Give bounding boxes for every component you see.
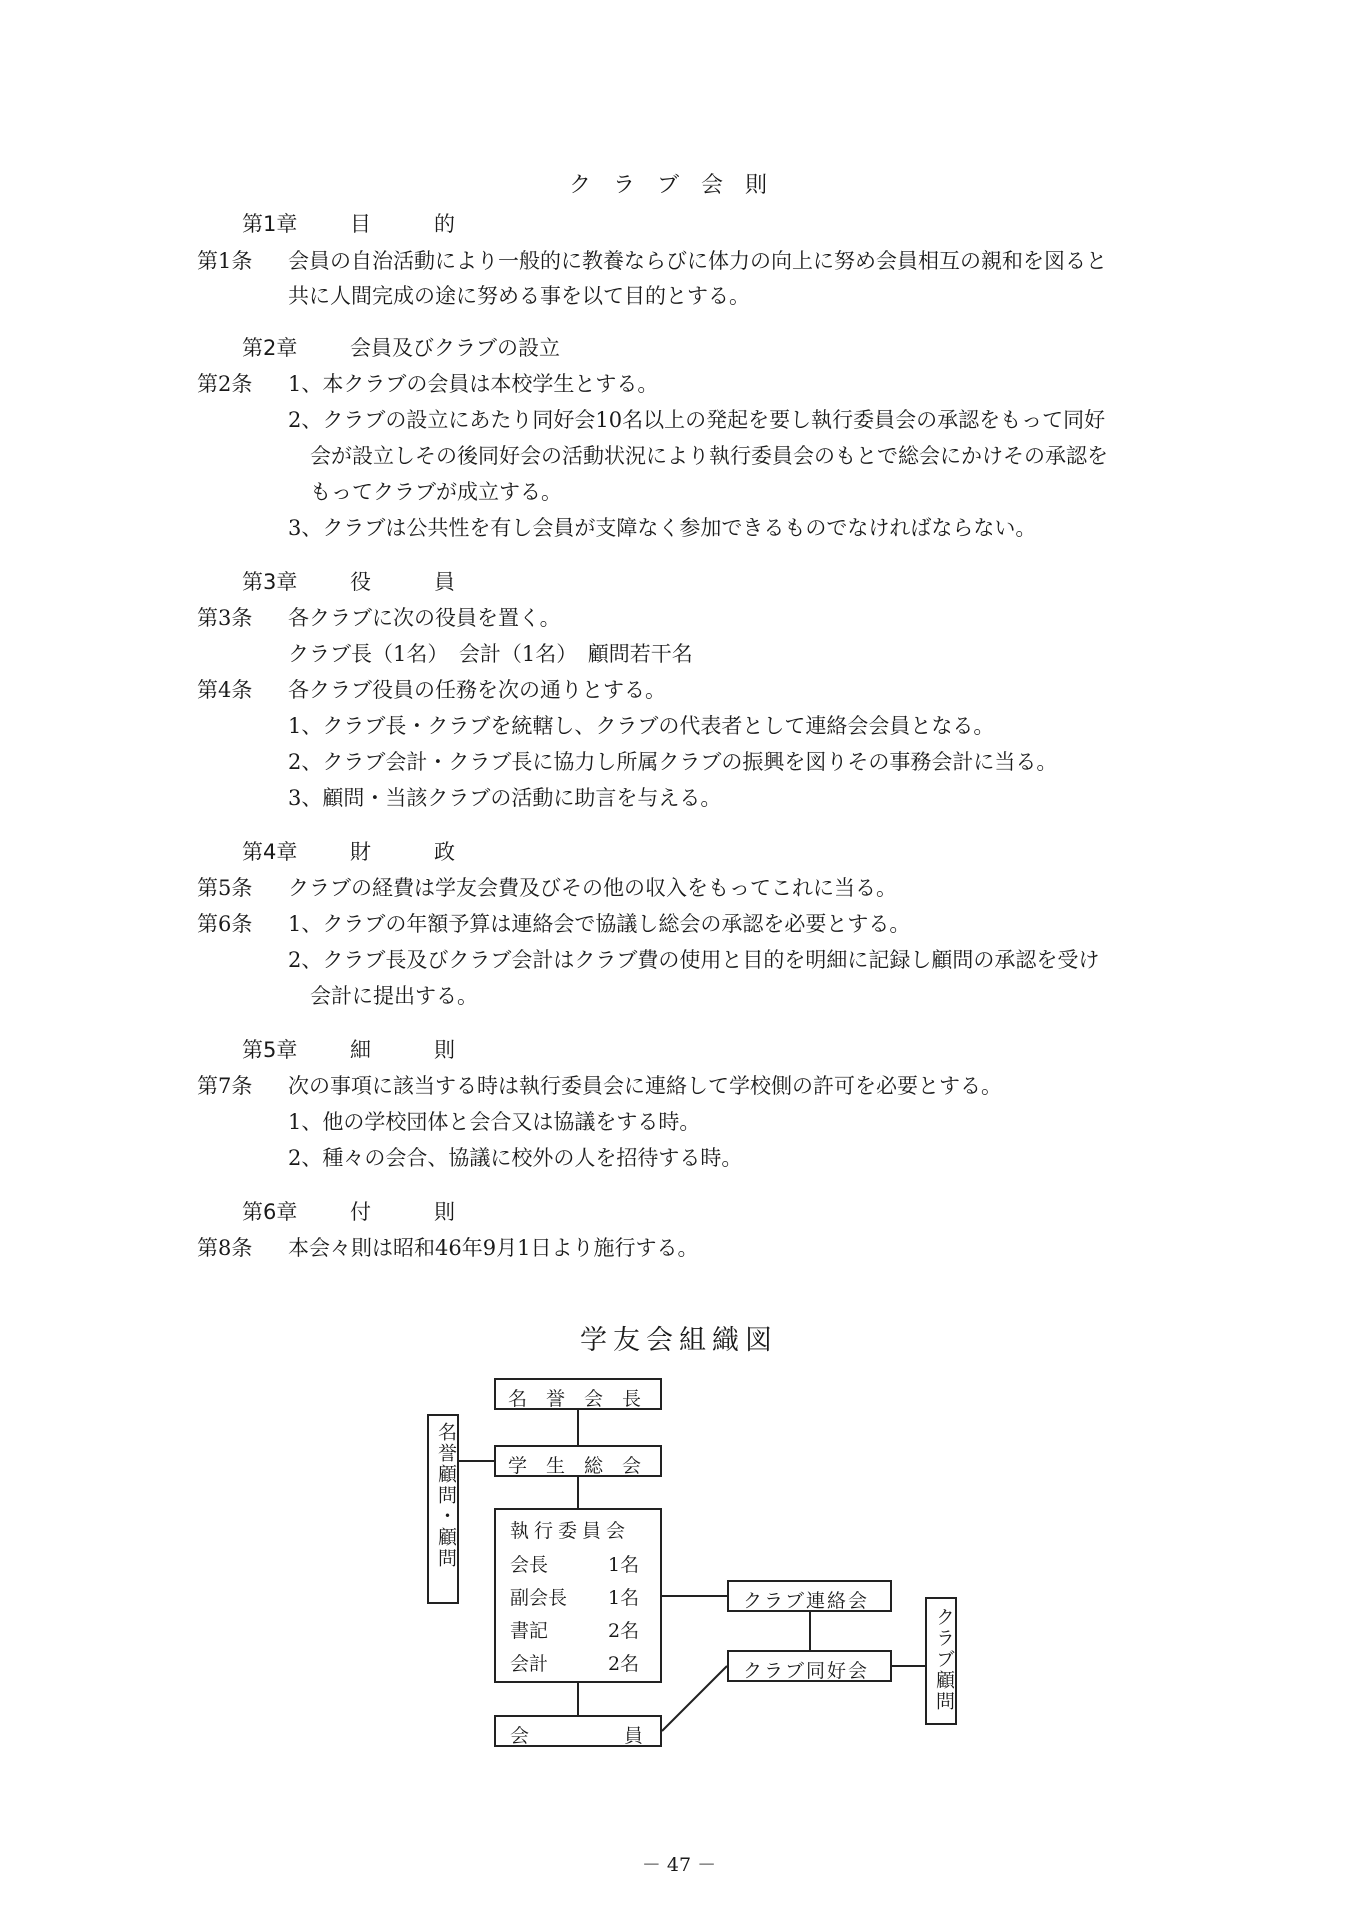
members-box [494,1715,662,1747]
club-society-label: クラブ同好会 [743,1660,870,1682]
executive-count: 1名 [608,1587,640,1609]
article-2-item-cont: もってクラブが成立する。 [310,480,562,504]
chapter-name: 付 則 [350,1200,455,1224]
chapter-name: 細 則 [350,1038,455,1062]
club-council-box [727,1580,892,1612]
article-4-item: 1、クラブ長・クラブを統轄し、クラブの代表者として連絡会会員となる。 [288,714,995,738]
chapter-number: 第4章 [242,840,298,864]
executive-count: 1名 [608,1554,640,1576]
chapter-name: 役 員 [350,570,455,594]
article-4-item: 3、顧問・当該クラブの活動に助言を与える。 [288,786,722,810]
chapter-name: 財 政 [350,840,455,864]
article-6-item: 1、クラブの年額予算は連絡会で協議し総会の承認を必要とする。 [288,912,911,936]
members-label: 会 員 [510,1725,644,1747]
chapter-number: 第3章 [242,570,298,594]
executive-role: 会長 [510,1554,549,1576]
article-6-label: 第6条 [197,912,253,936]
org-chart-title: 学友会組織図 [580,1325,778,1356]
club-society-box [727,1650,892,1682]
article-5-label: 第5条 [197,876,253,900]
executive-committee-title: 執行委員会 [510,1520,631,1542]
article-1-line: 会員の自治活動により一般的に教養ならびに体力の向上に努め会員相互の親和を図ると [288,249,1107,273]
general-assembly-label: 学 生 総 会 [508,1455,642,1477]
chapter-number: 第5章 [242,1038,298,1062]
article-7-item: 1、他の学校団体と会合又は協議をする時。 [288,1110,701,1134]
article-3-line: クラブ長（1名） 会計（1名） 顧問若干名 [288,642,693,666]
executive-role: 書記 [510,1620,549,1642]
article-3-label: 第3条 [197,606,253,630]
executive-count: 2名 [608,1620,640,1642]
article-7-item: 2、種々の会合、協議に校外の人を招待する時。 [288,1146,743,1170]
article-2-item: 3、クラブは公共性を有し会員が支障なく参加できるものでなければならない。 [288,516,1037,540]
page-title: クラブ会則 [568,173,789,198]
chapter-name: 会員及びクラブの設立 [350,336,560,360]
article-8-label: 第8条 [197,1236,253,1260]
article-4-item: 2、クラブ会計・クラブ長に協力し所属クラブの振興を図りその事務会計に当る。 [288,750,1058,774]
executive-count: 2名 [608,1653,640,1675]
advisors-box [427,1414,459,1604]
club-council-label: クラブ連絡会 [743,1590,870,1612]
chapter-number: 第6章 [242,1200,298,1224]
advisors-label: 名誉顧問・顧問 [435,1422,457,1569]
executive-committee-box [494,1508,662,1683]
chapter-name: 目 的 [350,212,455,236]
chapter-number: 第2章 [242,336,298,360]
article-2-item: 1、本クラブの会員は本校学生とする。 [288,372,659,396]
chapter-number: 第1章 [242,212,298,236]
article-3-line: 各クラブに次の役員を置く。 [288,606,561,630]
article-4-line: 各クラブ役員の任務を次の通りとする。 [288,678,666,702]
connector-line [662,1666,727,1731]
article-8-line: 本会々則は昭和46年9月1日より施行する。 [288,1236,699,1260]
article-1-line: 共に人間完成の途に努める事を以て目的とする。 [288,284,750,308]
club-advisor-label: クラブ顧問 [933,1607,955,1712]
page-number: － 47 － [641,1854,717,1876]
club-advisor-box [925,1597,957,1725]
executive-role: 会計 [510,1653,549,1675]
article-4-label: 第4条 [197,678,253,702]
general-assembly-box [494,1445,662,1477]
honorary-president-box [494,1378,662,1410]
article-2-label: 第2条 [197,372,253,396]
article-6-item-cont: 会計に提出する。 [310,984,478,1008]
article-2-item: 2、クラブの設立にあたり同好会10名以上の発起を要し執行委員会の承認をもって同好 [288,408,1106,432]
article-5-line: クラブの経費は学友会費及びその他の収入をもってこれに当る。 [288,876,897,900]
article-1-label: 第1条 [197,249,253,273]
article-7-label: 第7条 [197,1074,253,1098]
article-2-item-cont: 会が設立しその後同好会の活動状況により執行委員会のもとで総会にかけその承認を [310,444,1108,468]
article-7-line: 次の事項に該当する時は執行委員会に連絡して学校側の許可を必要とする。 [288,1074,1002,1098]
executive-role: 副会長 [510,1587,568,1609]
honorary-president-label: 名 誉 会 長 [508,1388,642,1410]
article-6-item: 2、クラブ長及びクラブ会計はクラブ費の使用と目的を明細に記録し顧問の承認を受け [288,948,1100,972]
